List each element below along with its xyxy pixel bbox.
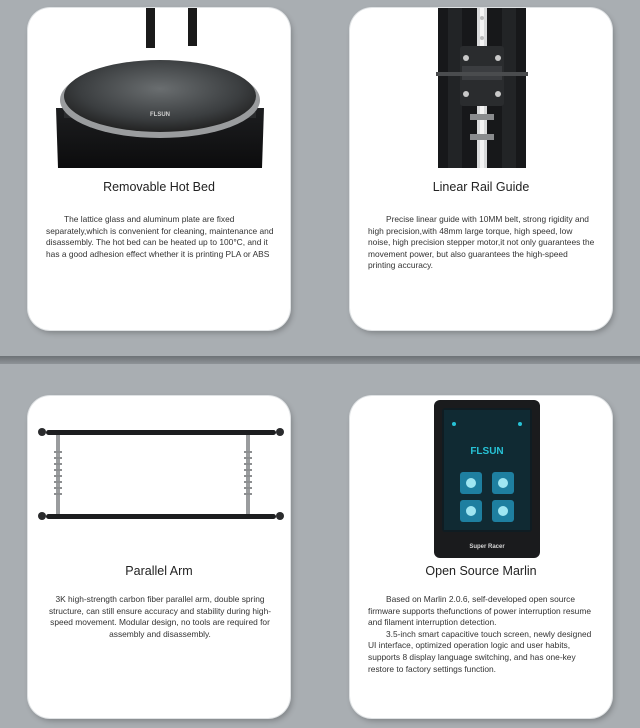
- card-title: Removable Hot Bed: [103, 180, 215, 194]
- linear-rail-image: [350, 8, 612, 168]
- feature-card-hot-bed: [28, 8, 290, 330]
- description-paragraph: 3.5-inch smart capacitive touch screen, newly designed UI interface, optimized operation logic and user habits, supports 8 display language switching, and has one-key restore to factory settings function.: [368, 628, 592, 674]
- card-description: [46, 214, 274, 260]
- parallel-arm-image: [28, 396, 290, 564]
- touch-screen-image: [350, 396, 612, 564]
- card-title: Linear Rail Guide: [432, 180, 530, 194]
- screen-logo: FLSUN: [470, 446, 504, 457]
- screen-caption: Super Racer: [469, 544, 505, 550]
- feature-card-linear-rail: [350, 8, 612, 330]
- card-description: [368, 214, 596, 272]
- feature-card-parallel-arm: [28, 396, 290, 718]
- hot-bed-image: [28, 8, 290, 168]
- card-title: Open Source Marlin: [425, 564, 537, 578]
- card-title: Parallel Arm: [125, 564, 193, 578]
- card-description: [46, 594, 274, 640]
- description-paragraph: Based on Marlin 2.0.6, self-developed open source firmware supports thefunctions of power interruption resume and filament interruption detection.: [368, 594, 591, 628]
- section-divider: [0, 356, 640, 364]
- feature-card-marlin: [350, 396, 612, 718]
- bed-logo: FLSUN: [150, 112, 170, 118]
- description-paragraph: 3K high-strength carbon fiber parallel arm, double spring structure, can still ensure accuracy and stability during high-speed movement. Modular design, no tools are required for assembly and disassembly.: [48, 594, 272, 639]
- description-paragraph: The lattice glass and aluminum plate are fixed separately,which is convenient for cleaning, maintenance and disassembly. The hot bed can be heated up to 100°C, and it has a good adhesion effect whether it is printing PLA or ABS: [46, 214, 274, 259]
- description-paragraph: Precise linear guide with 10MM belt, strong rigidity and high precision,with 48mm large torque, high speed, low noise, high precision stepper motor,it not only guarantees the movement power, but also guarantees the high-speed printing accuracy.: [368, 214, 595, 271]
- card-description: [368, 594, 596, 675]
